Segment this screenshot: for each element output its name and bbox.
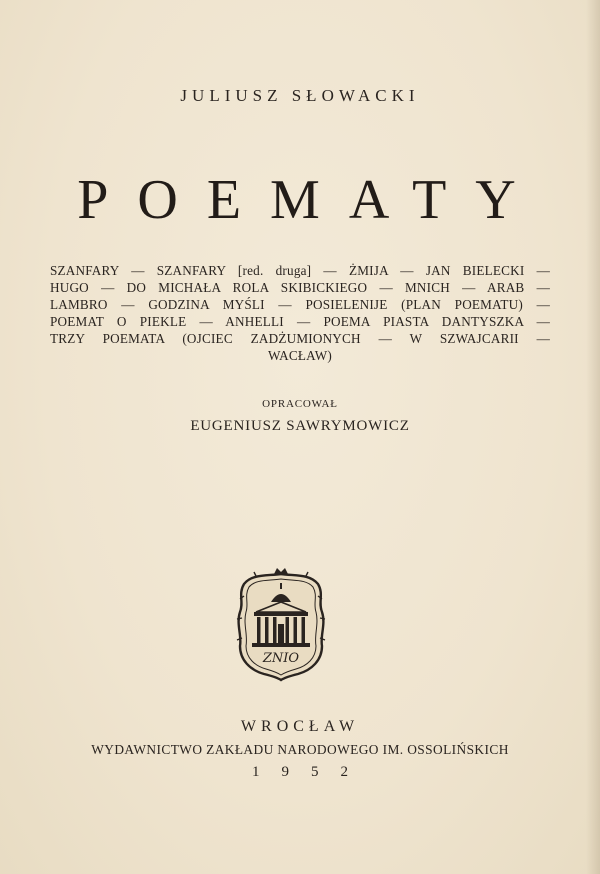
- contents-line: POEMAT O PIEKLE — ANHELLI — POEMA PIASTA DANTYSZKA —: [50, 314, 550, 329]
- author-name: JULIUSZ SŁOWACKI: [180, 86, 420, 105]
- publication-city: WROCŁAW: [240, 718, 360, 735]
- publisher-name: WYDAWNICTWO ZAKŁADU NARODOWEGO IM. OSSOLIŃSKICH: [91, 742, 509, 757]
- book-title: POEMATY: [77, 169, 545, 231]
- contents-line: SZANFARY — SZANFARY [red. druga] — ŻMIJA — JAN BIELECKI —: [50, 263, 550, 278]
- editor-name: EUGENIUSZ SAWRYMOWICZ: [190, 418, 410, 434]
- editor-label: OPRACOWAŁ: [262, 398, 338, 410]
- contents-line: WACŁAW): [267, 348, 333, 363]
- publication-year: 1952: [252, 764, 370, 780]
- contents-line: LAMBRO — GODZINA MYŚLI — POSIELENIJE (PLAN POEMATU) —: [50, 297, 550, 312]
- publisher-emblem-icon: [236, 566, 326, 682]
- contents-line: TRZY POEMATA (OJCIEC ZADŻUMIONYCH — W SZWAJCARII —: [50, 331, 550, 346]
- contents-line: HUGO — DO MICHAŁA ROLA SKIBICKIEGO — MNICH — ARAB —: [50, 280, 550, 295]
- contents-list: [50, 262, 550, 364]
- emblem-monogram: ZNIO: [262, 651, 300, 666]
- ossolineum-building-emblem-icon: [236, 566, 326, 682]
